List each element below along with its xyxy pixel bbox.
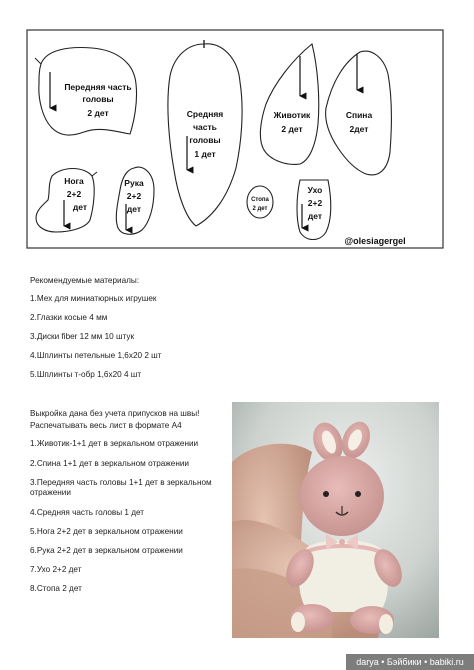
material-item: 2.Глазки косые 4 мм [30, 313, 108, 322]
head-middle-label: Средняя [186, 109, 224, 119]
watermark: darya • Бэйбики • babiki.ru [346, 654, 474, 670]
ear-count-unit: дет [307, 211, 323, 221]
signature: @olesiagergel [344, 236, 406, 246]
head-front-label: Передняя часть [64, 82, 132, 92]
back-count: 2дет [349, 124, 369, 134]
instruction-item: 6.Рука 2+2 дет в зеркальном отражении [30, 546, 183, 555]
ear-count: 2+2 [307, 198, 323, 208]
instruction-item: 8.Стопа 2 дет [30, 584, 82, 593]
material-item: 1.Мех для миниатюрных игрушек [30, 294, 157, 303]
instruction-item: 3.Передняя часть головы 1+1 дет в зеркальном отражении [30, 478, 212, 497]
leg-count-unit: дет [72, 202, 88, 212]
head-middle-count: 1 дет [194, 149, 216, 159]
head-front-count: 2 дет [87, 108, 109, 118]
piece-arm [116, 167, 154, 234]
belly-count: 2 дет [281, 124, 303, 134]
instruction-item: 1.Животик-1+1 дет в зеркальном отражении [30, 439, 199, 448]
material-item: 5.Шплинты т-обр 1,6х20 4 шт [30, 370, 142, 379]
pattern-sheet [0, 0, 474, 262]
leg-label: Нога [64, 176, 84, 186]
instruction-item: 4.Средняя часть головы 1 дет [30, 508, 145, 517]
instruction-item: 5.Нога 2+2 дет в зеркальном отражении [30, 527, 183, 536]
piece-leg [36, 169, 97, 233]
piece-belly [260, 44, 318, 164]
arm-label: Рука [124, 178, 144, 188]
leg-count: 2+2 [66, 189, 82, 199]
head-front-part: головы [82, 94, 114, 104]
arm-count: 2+2 [126, 191, 142, 201]
piece-ear [297, 180, 331, 240]
sole-label: Стопа [251, 197, 269, 203]
instruction-note: Распечатывать весь лист в формате А4 [30, 421, 182, 430]
ear-label: Ухо [307, 185, 323, 195]
belly-label: Животик [273, 110, 311, 120]
piece-head-middle [168, 40, 242, 226]
head-middle-part: часть [193, 122, 217, 132]
instruction-item: 2.Спина 1+1 дет в зеркальном отражении [30, 459, 190, 468]
sole-count: 2 дет [252, 206, 268, 212]
head-middle-part2: головы [189, 135, 221, 145]
instruction-item: 7.Ухо 2+2 дет [30, 565, 82, 574]
material-item: 3.Диски fiber 12 мм 10 штук [30, 332, 135, 341]
piece-back [326, 51, 392, 175]
piece-sole [247, 186, 273, 218]
back-label: Спина [345, 110, 373, 120]
instruction-note: Выкройка дана без учета припусков на швы! [30, 409, 200, 418]
bunny-photo [232, 402, 439, 638]
material-item: 4.Шплинты петельные 1,6х20 2 шт [30, 351, 162, 360]
materials-heading: Рекомендуемые материалы: [30, 276, 140, 285]
arm-count-unit: дет [126, 204, 142, 214]
piece-head-front [35, 48, 137, 136]
